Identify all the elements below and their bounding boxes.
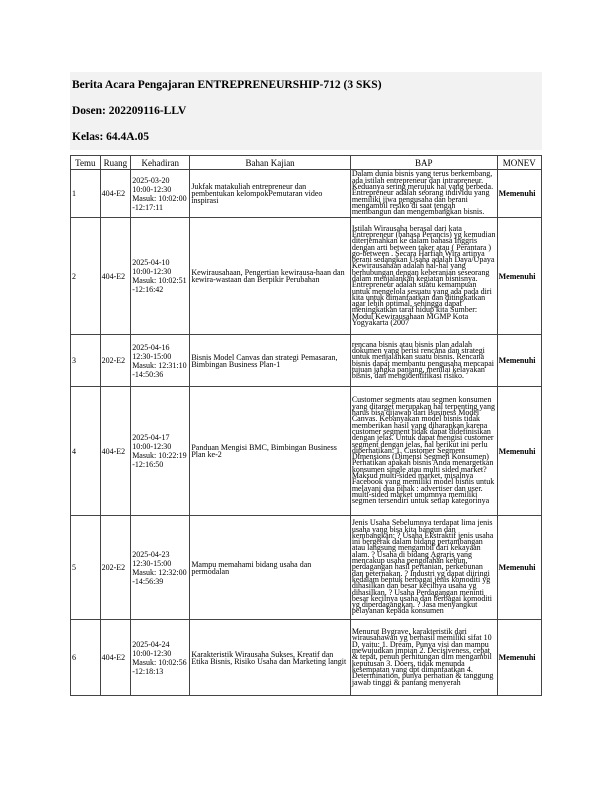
- cell-bahan-kajian: Bisnis Model Canvas dan strategi Pemasaran, Bimbingan Business Plan-1: [190, 335, 351, 387]
- table-row: [71, 516, 542, 620]
- table-row: [71, 170, 542, 218]
- cell-temu: 2: [71, 218, 101, 335]
- column-header-bahan-kajian: Bahan Kajian: [190, 156, 351, 170]
- cell-ruang: 404-E2: [100, 170, 131, 218]
- cell-bahan-kajian: Panduan Mengisi BMC, Bimbingan Business Plan ke-2: [190, 387, 351, 516]
- column-header-kehadiran: Kehadiran: [131, 156, 190, 170]
- table-header-row: [71, 156, 542, 170]
- cell-ruang: 404-E2: [100, 620, 131, 696]
- cell-bap: Istilah Wirausaha berasal dari kata Entrepreneur (bahasa Perancis) yg kemudian diterjemahkan ke dalam bahasa Inggris dengan arti between taker atau ( Perantara ) go-between . Secara Harfiah Wira artinya berani sedangkan Usaha adalah Daya/Upaya Kewirausahaan adalah hal-hal yang berhubungan dengan keberanian seseorang dalam menjalankan kegiatan bisnisnya. Entrepreneur adalah suatu kemampuan untuk mengelola sesuatu yang ada pada diri kita untuk dimanfaatkan dan ditingkatkan agar lebih optimal, sehingga dapat meningkatkan taraf hidup kita Sumber: Modul Kewirausahaan MGMP Kota Yogyakarta (2007: [350, 218, 497, 335]
- cell-temu: 6: [71, 620, 101, 696]
- table-row: [71, 620, 542, 696]
- column-header-monev: MONEV: [497, 156, 541, 170]
- cell-temu: 3: [71, 335, 101, 387]
- cell-ruang: 202-E2: [100, 516, 131, 620]
- cell-monev: Memenuhi: [497, 387, 541, 516]
- table-row: [71, 387, 542, 516]
- cell-kehadiran: 2025-04-10 10:00-12:30 Masuk: 10:02:51 -12:16:42: [131, 218, 190, 335]
- cell-bahan-kajian: Karakteristik Wirausaha Sukses, Kreatif dan Etika Bisnis, Risiko Usaha dan Marketing langit: [190, 620, 351, 696]
- cell-kehadiran: 2025-04-23 12:30-15:00 Masuk: 12:32:00 -14:56:39: [131, 516, 190, 620]
- table-row: [71, 218, 542, 335]
- cell-monev: Memenuhi: [497, 620, 541, 696]
- cell-monev: Memenuhi: [497, 218, 541, 335]
- column-header-temu: Temu: [71, 156, 101, 170]
- lecturer-line: Dosen: 202209116-LLV: [72, 105, 187, 117]
- cell-bap: Menurut Bygrave, karakteristik dari wirausahawan yg berhasil memiliki sifat 10 D, yaitu: 1. Dream, Punya visi dan mampu mewujudkan impian 2. Decisiveness, cepat & tepat, penuh perhitungan dlm mengambil keputusan 3. Doers, tidak menunda kesempatan yang dpt dimanfaatkan 4. Determination, punya perhatian & tanggung jawab tinggi & pantang menyerah: [350, 620, 497, 696]
- cell-monev: Memenuhi: [497, 170, 541, 218]
- class-line: Kelas: 64.4A.05: [72, 131, 149, 143]
- cell-bahan-kajian: Mampu memahami bidang usaha dan permodalan: [190, 516, 351, 620]
- cell-bap: Jenis Usaha Sebelumnya terdapat lima jenis usaha yang bisa kita bangun dan kembangkan: ? Usaha Ekstraktif jenis usaha ini bergerak dalam bidang pertambangan atau langsung mengambil dari kekayaan alam. ? Usaha di bidang Agraris yang mencakup usaha pengolahan kebun, perdagangan hasil pertanian, perkebunan dan peternakan. ? Industri yg dapat diiringi kedalam bentuk berbagai jenis komoditi yg dihasilkan dan besar kecilnya usaha yg dihasilkan. ? Usaha Perdagangan meninti besar kecilnya usaha dan berbagai komoditi yg diperdagangkan. ? Jasa menyangkut pelayanan kepada konsumen: [350, 516, 497, 620]
- document-header: [70, 72, 542, 150]
- cell-monev: Memenuhi: [497, 516, 541, 620]
- cell-ruang: 404-E2: [100, 387, 131, 516]
- cell-ruang: 404-E2: [100, 218, 131, 335]
- cell-bap: Dalam dunia bisnis yang terus berkembang, ada istilah entrepreneur dan intrapreneur. Keduanya sering merujuk hal yang berbeda. Entrepreneur adalah seorang individu yang memiliki jiwa pengusaha dan berani mengambil resiko di saat tengah membangun dan mengembangkan bisnis.: [350, 170, 497, 218]
- cell-bahan-kajian: Jukfak matakuliah entrepreneur dan pembentukan kelompokPemutaran video inspirasi: [190, 170, 351, 218]
- table-row: [71, 335, 542, 387]
- cell-kehadiran: 2025-03-20 10:00-12:30 Masuk: 10:02:00 -12:17:11: [131, 170, 190, 218]
- cell-kehadiran: 2025-04-24 10:00-12:30 Masuk: 10:02:56 -12:18:13: [131, 620, 190, 696]
- cell-monev: Memenuhi: [497, 335, 541, 387]
- column-header-ruang: Ruang: [100, 156, 131, 170]
- column-header-bap: BAP: [350, 156, 497, 170]
- teaching-record-table: [70, 155, 542, 696]
- cell-bap: Customer segments atau segmen konsumen yang ditarget merupakan hal terpenting yang harus bisa dijawab dari Business Model Canvas. Kebanyakan model bisnis tidak memberikan hasil yang diharapkan karena customer segment tidak dapat didefinisikan dengan jelas. Untuk dapat mengisi customer segment dengan jelas, hal berikut ini perlu diperhatikan: 1. Customer Segment Dimensions (Dimensi Segmen Konsumen) Perhatikan apakah bisnis Anda menargetkan konsumen single atau multi sided market? Maksud multi-sided market, misalnya Facebook yang memiliki model bisnis untuk melayani dua pihak : advertiser dan user. multi-sided market umumnya memiliki segmen tersendiri untuk setiap kategorinya: [350, 387, 497, 516]
- cell-ruang: 202-E2: [100, 335, 131, 387]
- cell-temu: 4: [71, 387, 101, 516]
- cell-temu: 1: [71, 170, 101, 218]
- cell-bap: rencana bisnis atau bisnis plan adalah dokumen yang berisi rencana dan strategi untuk menjalankan suatu bisnis. Rencana bisnis dapat membantu pengusaha mencapai tujuan jangka panjang, menilai kelayakan bisnis, dan mengidentifikasi risiko.: [350, 335, 497, 387]
- cell-kehadiran: 2025-04-17 10:00-12:30 Masuk: 10:22:19 -12:16:50: [131, 387, 190, 516]
- cell-temu: 5: [71, 516, 101, 620]
- cell-kehadiran: 2025-04-16 12:30-15:00 Masuk: 12:31:10 -14:50:36: [131, 335, 190, 387]
- course-title: Berita Acara Pengajaran ENTREPRENEURSHIP-712 (3 SKS): [72, 79, 382, 91]
- cell-bahan-kajian: Kewirausahaan, Pengertian kewirausa-haan dan kewira-wastaan dan Berpikir Perubahan: [190, 218, 351, 335]
